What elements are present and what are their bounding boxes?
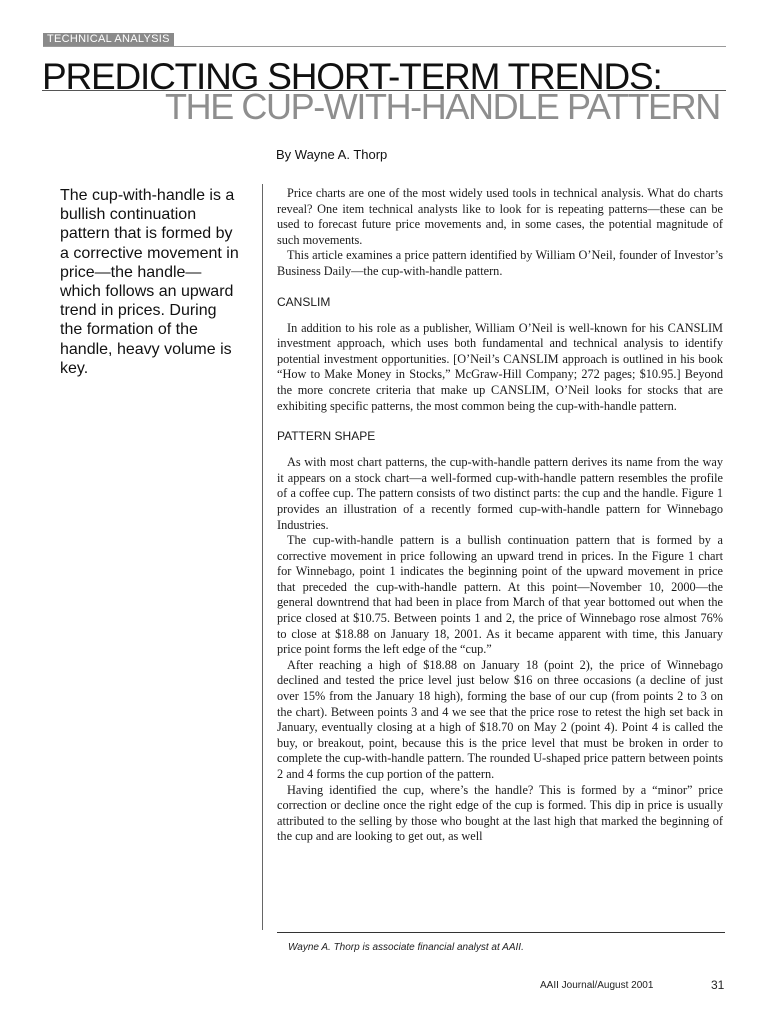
pattern-paragraph-1: As with most chart patterns, the cup-with-handle pattern derives its name from the way it appears on a stock chart—a well-formed cup-with-handle pattern resembles the profile of a coffee cup. The pattern consists of two distinct parts: the cup and the handle. Figure 1 provides an illustration of a recently formed cup-with-handle pattern for Winnebago Industries.	[277, 455, 723, 532]
pull-quote: The cup-with-handle is a bullish continuation pattern that is formed by a corrective movement in price—the handle—which follows an upward trend in prices. During the formation of the handle, heavy volume is key.	[60, 187, 239, 377]
article-subtitle: THE CUP-WITH-HANDLE PATTERN	[165, 86, 720, 127]
intro-paragraph-1: Price charts are one of the most widely used tools in technical analysis. What do charts reveal? One item technical analysts like to look for is repeating patterns—these can be used to forecast future price movements and, in some cases, the potential magnitude of such movements.	[277, 186, 723, 247]
pattern-paragraph-3: After reaching a high of $18.88 on January 18 (point 2), the price of Winnebago declined and tested the price level just below $16 on three occasions (a decline of just over 15% from the January 18 high), forming the base of our cup (from points 2 to 3 on the chart). Between points 3 and 4 we see that the price rose to retest the high set back in January, eventually closing at a high of $18.70 on May 2 (point 4). Point 4 is called the buy, or breakout, point, because this is the price level that must be broken in order to complete the cup-with-handle pattern. The rounded U-shaped price pattern between points 2 and 4 forms the cup portion of the pattern.	[277, 657, 723, 781]
article-body	[277, 186, 723, 845]
canslim-paragraph-1: In addition to his role as a publisher, William O’Neil is well-known for his CANSLIM investment approach, which uses both fundamental and technical analysis to identify potential investment opportunities. [O’Neil’s CANSLIM approach is outlined in his book “How to Make Money in Stocks,” McGraw-Hill Company; 272 pages; $10.95.] Beyond the more concrete criteria that make up CANSLIM, O’Neil looks for stocks that are exhibiting specific patterns, the most common being the cup-with-handle pattern.	[277, 320, 723, 413]
pattern-paragraph-2: The cup-with-handle pattern is a bullish continuation pattern that is formed by a corrective movement in price following an upward trend in prices. In the Figure 1 chart for Winnebago, point 1 indicates the beginning point of the upward movement in price that preceded the cup-with-handle pattern. At this point—November 10, 2000—the general downtrend that had been in place from March of that year bottomed out when the price closed at $10.75. Between points 1 and 2, the price of Winnebago rose almost 76% to close at $18.88 on January 18, 2001. As it became apparent with time, this January price point forms the left edge of the “cup.”	[277, 533, 723, 657]
kicker-label: TECHNICAL ANALYSIS	[43, 33, 174, 46]
article-title: PREDICTING SHORT-TERM TRENDS:	[42, 56, 662, 97]
pattern-paragraph-4: Having identified the cup, where’s the handle? This is formed by a “minor” price correction or decline once the right edge of the cup is formed. This dip in price is usually attributed to the selling by those who bought at the last high that marked the beginning of the cup and are looking to get out, as well	[277, 782, 723, 844]
kicker-rule	[43, 46, 726, 47]
section-kicker	[43, 33, 726, 47]
section-heading-canslim: CANSLIM	[277, 294, 331, 309]
page-number: 31	[711, 978, 725, 992]
footnote-rule	[277, 932, 725, 933]
section-heading-pattern-shape: PATTERN SHAPE	[277, 429, 376, 444]
journal-citation: AAII Journal/August 2001	[540, 980, 654, 991]
column-divider	[262, 184, 263, 930]
intro-paragraph-2: This article examines a price pattern identified by William O’Neil, founder of Investor’s Business Daily—the cup-with-handle pattern.	[277, 248, 723, 278]
author-footnote: Wayne A. Thorp is associate financial analyst at AAII.	[288, 942, 524, 953]
byline: By Wayne A. Thorp	[276, 147, 388, 162]
